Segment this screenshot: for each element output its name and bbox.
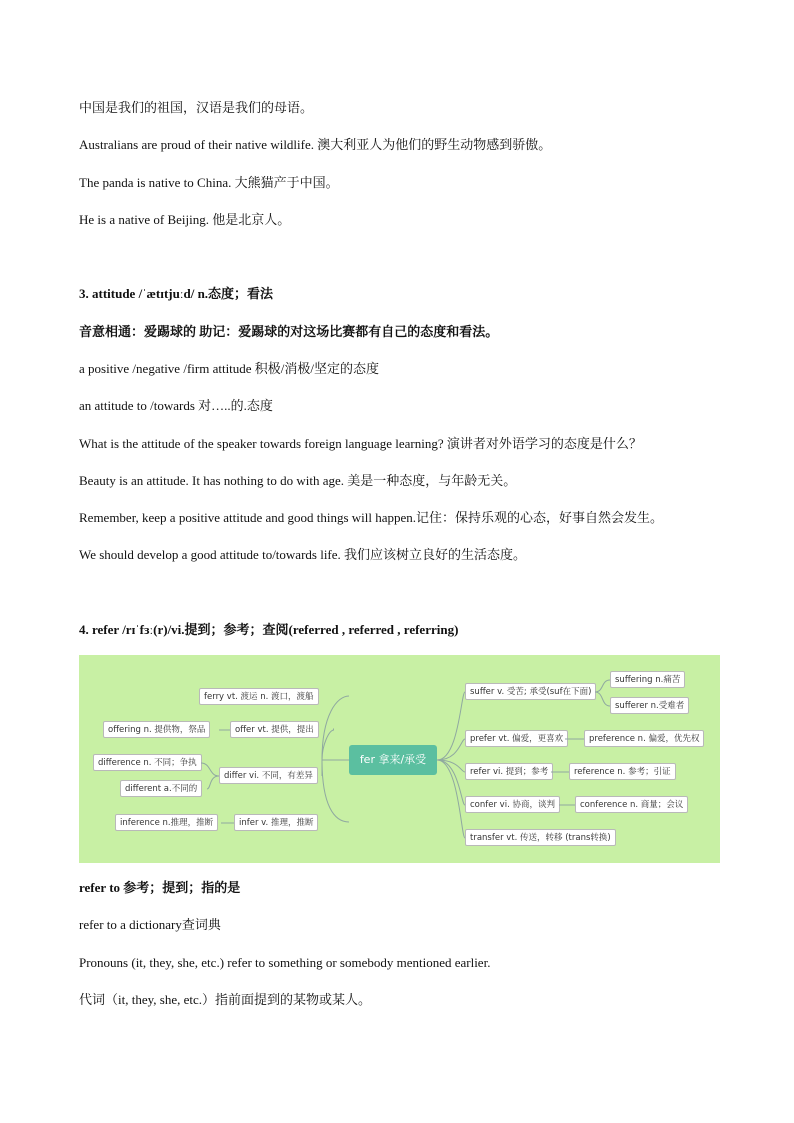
example-sentence: Pronouns (it, they, she, etc.) refer to something or somebody mentioned earlier. xyxy=(79,955,491,970)
node-preference: preference n. 偏爱，优先权 xyxy=(584,730,704,747)
example-sentence: What is the attitude of the speaker towards foreign language learning? 演讲者对外语学习的态度是什么？ xyxy=(79,436,642,451)
node-confer: confer vi. 协商，谈判 xyxy=(465,796,560,813)
node-offer: offer vt. 提供，提出 xyxy=(230,721,319,738)
node-reference: reference n. 参考；引证 xyxy=(569,763,676,780)
example-sentence: Australians are proud of their native wildlife. 澳大利亚人为他们的野生动物感到骄傲。 xyxy=(79,137,552,152)
node-differ: differ vi. 不同，有差异 xyxy=(219,767,318,784)
node-ferry: ferry vt. 渡运 n. 渡口，渡船 xyxy=(199,688,319,705)
section-heading-attitude: 3. attitude /ˈætɪtjuːd/ n.态度；看法 xyxy=(79,286,274,301)
example-sentence: 中国是我们的祖国，汉语是我们的母语。 xyxy=(79,100,314,115)
node-transfer: transfer vt. 传送，转移 (trans转换) xyxy=(465,829,616,846)
example-sentence: Beauty is an attitude. It has nothing to do with age. 美是一种态度，与年龄无关。 xyxy=(79,473,517,488)
node-infer: infer v. 推理，推断 xyxy=(234,814,318,831)
example-sentence: Remember, keep a positive attitude and good things will happen.记住：保持乐观的心态，好事自然会发生。 xyxy=(79,510,664,525)
phrase-line: an attitude to /towards 对…..的.态度 xyxy=(79,398,273,413)
fer-mind-map xyxy=(79,655,720,863)
subheading-refer-to: refer to 参考；提到；指的是 xyxy=(79,880,241,895)
example-sentence: We should develop a good attitude to/towards life. 我们应该树立良好的生活态度。 xyxy=(79,547,527,562)
node-sufferer: sufferer n.受难者 xyxy=(610,697,689,714)
mnemonic-note: 音意相通：爱踢球的 助记：爱踢球的对这场比赛都有自己的态度和看法。 xyxy=(79,324,499,339)
phrase-line: a positive /negative /firm attitude 积极/消极/坚定的态度 xyxy=(79,361,380,376)
example-phrase: refer to a dictionary查词典 xyxy=(79,917,221,932)
node-conference: conference n. 商量；会议 xyxy=(575,796,688,813)
section-heading-refer: 4. refer /rɪˈfɜː(r)/vi.提到；参考；查阅(referred , referred , referring) xyxy=(79,622,459,637)
example-sentence: The panda is native to China. 大熊猫产于中国。 xyxy=(79,175,339,190)
node-different: different a.不同的 xyxy=(120,780,202,797)
node-refer: refer vi. 提到；参考 xyxy=(465,763,553,780)
example-sentence: He is a native of Beijing. 他是北京人。 xyxy=(79,212,291,227)
example-translation: 代词（it, they, she, etc.）指前面提到的某物或某人。 xyxy=(79,992,371,1007)
node-suffering: suffering n.痛苦 xyxy=(610,671,685,688)
node-offering: offering n. 提供物，祭品 xyxy=(103,721,210,738)
node-difference: difference n. 不同；争执 xyxy=(93,754,202,771)
node-prefer: prefer vt. 偏爱，更喜欢 xyxy=(465,730,568,747)
node-suffer: suffer v. 受苦; 承受(suf在下面) xyxy=(465,683,596,700)
mind-map-root: fer 拿来/承受 xyxy=(349,745,437,775)
node-inference: inference n.推理，推断 xyxy=(115,814,218,831)
